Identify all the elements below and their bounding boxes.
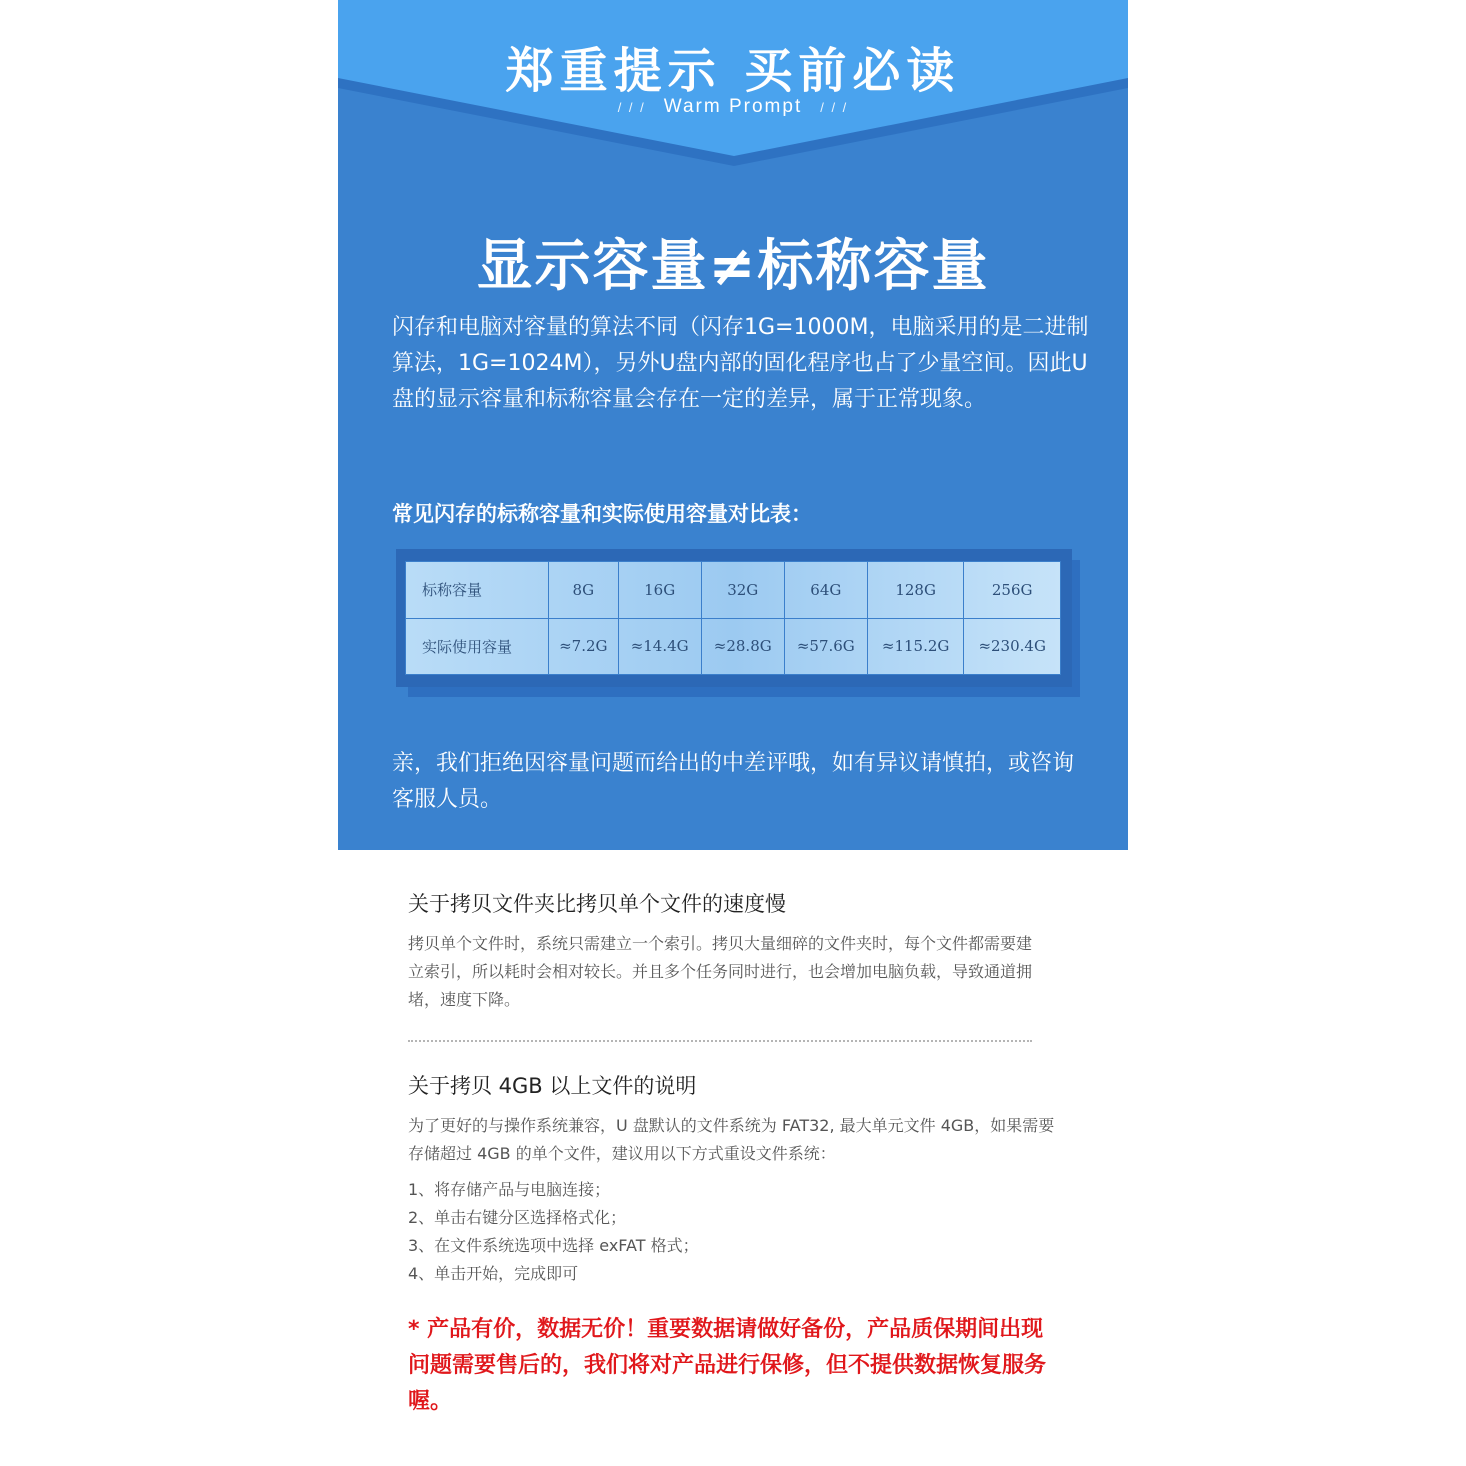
notice-panel (338, 0, 1128, 850)
dotted-divider (408, 1040, 1032, 1042)
table-cell: 256G (964, 562, 1061, 619)
table-cell: ≈230.4G (964, 618, 1061, 675)
steps-list (408, 1176, 1048, 1288)
table-cell: 128G (867, 562, 964, 619)
list-item: 1、将存储产品与电脑连接； (408, 1180, 611, 1199)
row-label-actual: 实际使用容量 (406, 618, 549, 675)
table-cell: ≈115.2G (867, 618, 964, 675)
list-item: 4、单击开始，完成即可 (408, 1264, 579, 1283)
table-row (406, 562, 1061, 619)
tick-marks-left: / / / (617, 100, 646, 115)
table-row (406, 618, 1061, 675)
data-backup-warning: * 产品有价，数据无价！重要数据请做好备份，产品质保期间出现问题需要售后的，我们将对产品进行保修，但不提供数据恢复服务喔。 (408, 1317, 1047, 1414)
table-cell: 32G (701, 562, 784, 619)
capacity-table-frame (396, 549, 1072, 687)
section-title: 关于拷贝 4GB 以上文件的说明 (408, 1074, 697, 1098)
section-folder-speed (408, 888, 1048, 1014)
section-large-files (408, 1070, 1055, 1288)
table-cell: 8G (549, 562, 619, 619)
tick-marks-right: / / / (820, 100, 849, 115)
table-cell: ≈57.6G (784, 618, 867, 675)
table-caption: 常见闪存的标称容量和实际使用容量对比表： (392, 502, 812, 526)
table-cell: ≈7.2G (549, 618, 619, 675)
table-cell: 16G (618, 562, 701, 619)
table-cell: ≈14.4G (618, 618, 701, 675)
row-label-nominal: 标称容量 (406, 562, 549, 619)
list-item: 2、单击右键分区选择格式化； (408, 1208, 627, 1227)
table-cell: ≈28.8G (701, 618, 784, 675)
header-subtitle (338, 96, 1128, 118)
section-body: 为了更好的与操作系统兼容，U 盘默认的文件系统为 FAT32, 最大单元文件 4GB，如果需要存储超过 4GB 的单个文件，建议用以下方式重设文件系统： (408, 1116, 1055, 1163)
list-item: 3、在文件系统选项中选择 exFAT 格式； (408, 1236, 699, 1255)
header-subtitle-text: Warm Prompt (663, 96, 803, 117)
capacity-title: 显示容量≠标称容量 (476, 234, 990, 299)
capacity-table (405, 561, 1061, 675)
section-body: 拷贝单个文件时，系统只需建立一个索引。拷贝大量细碎的文件夹时，每个文件都需要建立索引，所以耗时会相对较长。并且多个任务同时进行，也会增加电脑负载，导致通道拥堵，速度下降。 (408, 934, 1033, 1009)
table-cell: 64G (784, 562, 867, 619)
section-title: 关于拷贝文件夹比拷贝单个文件的速度慢 (408, 892, 786, 916)
capacity-intro: 闪存和电脑对容量的算法不同（闪存1G=1000M，电脑采用的是二进制算法，1G=1024M），另外U盘内部的固化程序也占了少量空间。因此U盘的显示容量和标称容量会存在一定的差异，属于正常现象。 (392, 315, 1089, 412)
header-title: 郑重提示 买前必读 (505, 43, 961, 99)
capacity-outro: 亲，我们拒绝因容量问题而给出的中差评哦，如有异议请慎拍，或咨询客服人员。 (392, 751, 1075, 812)
